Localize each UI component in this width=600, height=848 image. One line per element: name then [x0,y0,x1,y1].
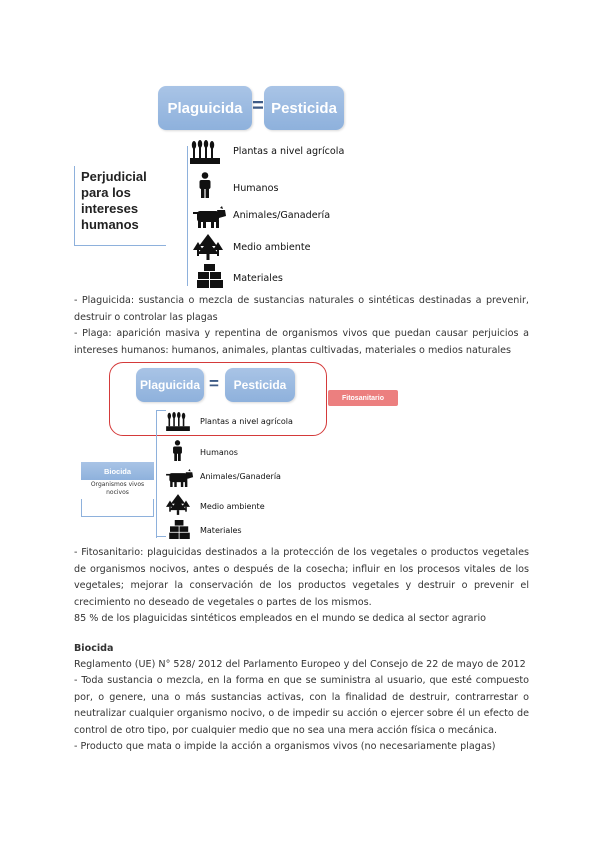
reglamento-text: Reglamento (UE) N° 528/ 2012 del Parlamento Europeo y del Consejo de 22 de mayo de 2012 [74,659,526,670]
pesticida-box [264,86,344,130]
plaguicida-box-2 [136,368,204,402]
plaguicida-label: Plaguicida [167,99,243,117]
perjudicial-line-1: Perjudicial [81,169,147,184]
fitosanitario-label: Fitosanitario [328,390,398,406]
perjudicial-line-2: para los [81,185,131,200]
item-medio-ambiente: Medio ambiente [233,242,311,253]
connector-line-2 [156,410,157,538]
plaguicida-label-2: Plaguicida [139,378,201,392]
pesticida-label-2: Pesticida [233,378,287,392]
item-animales-2: Animales/Ganadería [200,472,281,481]
connector-tick-3 [156,536,166,537]
plaga-definition: - Plaga: aparición masiva y repentina de organismos vivos que puedan causar perjuicios a intereses humanos: humanos, animales, plantas cultivadas, materiales o medios naturales [74,328,529,356]
trees-icon [193,234,223,260]
item-plantas: Plantas a nivel agrícola [233,146,345,157]
item-animales: Animales/Ganadería [233,210,331,221]
biocida-box: Biocida [81,462,154,480]
perjudicial-line-3: intereses [81,201,139,216]
plaguicida-box [158,86,252,130]
item-medio-ambiente-2: Medio ambiente [200,502,265,511]
equals-sign-2: = [209,374,219,393]
biocida-definition-1: - Toda sustancia o mezcla, en la forma en que se suministra al usuario, que esté compuesto por, o genere, una o más sustancias activas, con la finalidad de destruir, contrarrestar o neutralizar cualquier organismo nocivo, o de impedir su acción o ejercer sobre él un efecto de control de otro tipo, por cualquier medio que no sea una mera acción física o mecánica. [74,675,529,736]
connector-tick-2 [156,410,166,411]
connector-line [187,146,188,286]
pesticida-box-2 [225,368,295,402]
item-materiales: Materiales [233,273,283,284]
item-plantas-2: Plantas a nivel agrícola [200,417,293,426]
biocida-heading: Biocida [74,643,114,654]
cow-icon [193,206,227,228]
wheat-icon-2 [166,412,190,431]
equals-sign: = [252,95,264,117]
trees-icon-2 [166,494,190,515]
perjudicial-box [74,166,166,246]
agrario-stat: 85 % de los plaguicidas sintéticos empleados en el mundo se dedica al sector agrario [74,613,487,624]
plaguicida-definition: - Plaguicida: sustancia o mezcla de sustancias naturales o sintéticas destinadas a prevenir, destruir o controlar las plagas [74,295,529,323]
biocida-subtitle: Organismos vivos nocivos [90,481,145,496]
biocida-frame [81,499,154,517]
perjudicial-line-4: humanos [81,217,139,232]
item-humanos-2: Humanos [200,448,238,457]
boxes-icon-2 [169,520,190,539]
person-icon [197,172,213,198]
boxes-icon [197,264,223,288]
item-materiales-2: Materiales [200,526,242,535]
wheat-icon [190,140,220,164]
cow-icon-2 [166,469,194,487]
person-icon-2 [171,440,184,461]
biocida-definition-2: - Producto que mata o impide la acción a organismos vivos (no necesariamente plagas) [74,741,496,752]
item-humanos: Humanos [233,183,279,194]
pesticida-label: Pesticida [271,99,337,117]
fitosanitario-definition: - Fitosanitario: plaguicidas destinados a la protección de los vegetales o productos vegetales de organismos nocivos, antes o después de la cosecha; influir en los procesos vitales de los vegetales; mejorar la conservación de los productos vegetales y destruir o prevenir el crecimiento no deseado de vegetales o partes de los mismos. [74,547,529,608]
